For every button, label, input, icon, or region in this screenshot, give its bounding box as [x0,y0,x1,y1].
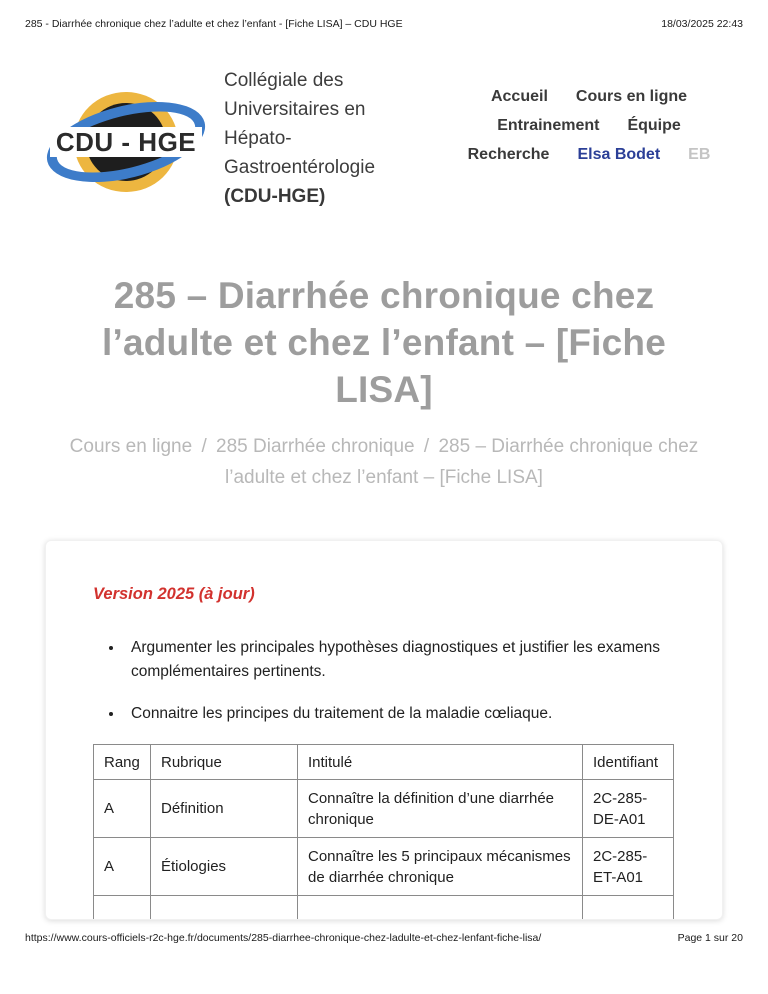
breadcrumb-separator: / [423,436,430,457]
cell-intitule: Connaître les 5 principaux mécanismes de diarrhée chronique [298,838,583,896]
cell-identifiant: 2C-285-DE-A01 [583,780,674,838]
nav-user-name[interactable]: Elsa Bodet [577,146,661,163]
cell-identifiant [583,896,674,921]
print-url: https://www.cours-officiels-r2c-hge.fr/documents/285-diarrhee-chronique-chez-ladulte-et-chez-lenfant-fiche-lisa/ [25,932,542,944]
breadcrumb [44,431,724,493]
table-header-row [94,745,674,780]
page-title: 285 – Diarrhée chronique chez l’adulte et chez l’enfant – [Fiche LISA] [102,275,666,410]
brand-title-link[interactable] [224,66,404,211]
document-card [45,540,723,920]
lisa-objectives-table [93,744,674,920]
col-header-identifiant: Identifiant [583,745,674,780]
objective-item: • Connaitre les principes du traitement de la maladie cœliaque. [124,702,675,726]
cell-rang: A [94,780,151,838]
print-header [25,18,743,30]
brand-abbr: (CDU-HGE) [224,186,326,207]
print-datetime: 18/03/2025 22:43 [661,18,743,30]
breadcrumb-item-current: 285 – Diarrhée chronique chez l’adulte et chez l’enfant – [Fiche LISA] [225,436,699,488]
cell-intitule: Connaître la définition d’une diarrhée chronique [298,780,583,838]
cell-rubrique [151,896,298,921]
print-document-title: 285 - Diarrhée chronique chez l’adulte et chez l’enfant - [Fiche LISA] – CDU HGE [25,18,403,30]
objectives-list [93,636,675,726]
nav-item-entrainement[interactable]: Entrainement [497,117,600,134]
cell-identifiant: 2C-285-ET-A01 [583,838,674,896]
nav-item-equipe[interactable]: Équipe [627,117,681,134]
cell-rubrique: Étiologies [151,838,298,896]
breadcrumb-item-285-diarrhee-chronique[interactable]: 285 Diarrhée chronique [216,436,415,457]
print-page-number: Page 1 sur 20 [677,932,743,944]
print-footer [25,932,743,944]
table-row [94,896,674,921]
site-header [50,66,720,211]
breadcrumb-separator: / [201,436,207,457]
site-logo[interactable] [50,90,202,194]
main-nav [458,88,720,164]
nav-item-cours-en-ligne[interactable]: Cours en ligne [575,88,688,105]
cell-rang [94,896,151,921]
nav-item-recherche[interactable]: Recherche [467,146,550,163]
nav-item-accueil[interactable]: Accueil [490,88,548,105]
objective-item: • Argumenter les principales hypothèses diagnostiques et justifier les examens complémentaires pertinents. [124,636,675,684]
logo-wordmark: CDU - HGE [50,127,202,157]
col-header-rang: Rang [94,745,151,780]
col-header-rubrique: Rubrique [151,745,298,780]
table-row [94,780,674,838]
nav-user-initials[interactable]: EB [688,146,711,163]
col-header-intitule: Intitulé [298,745,583,780]
version-label: Version 2025 (à jour) [93,585,255,603]
cell-rubrique: Définition [151,780,298,838]
breadcrumb-item-cours-en-ligne[interactable]: Cours en ligne [69,436,193,457]
hero-section [0,272,768,493]
brand-name: Collégiale des Universitaires en Hépato-Gastroentérologie [224,70,376,178]
table-row [94,838,674,896]
cell-intitule [298,896,583,921]
cell-rang: A [94,838,151,896]
